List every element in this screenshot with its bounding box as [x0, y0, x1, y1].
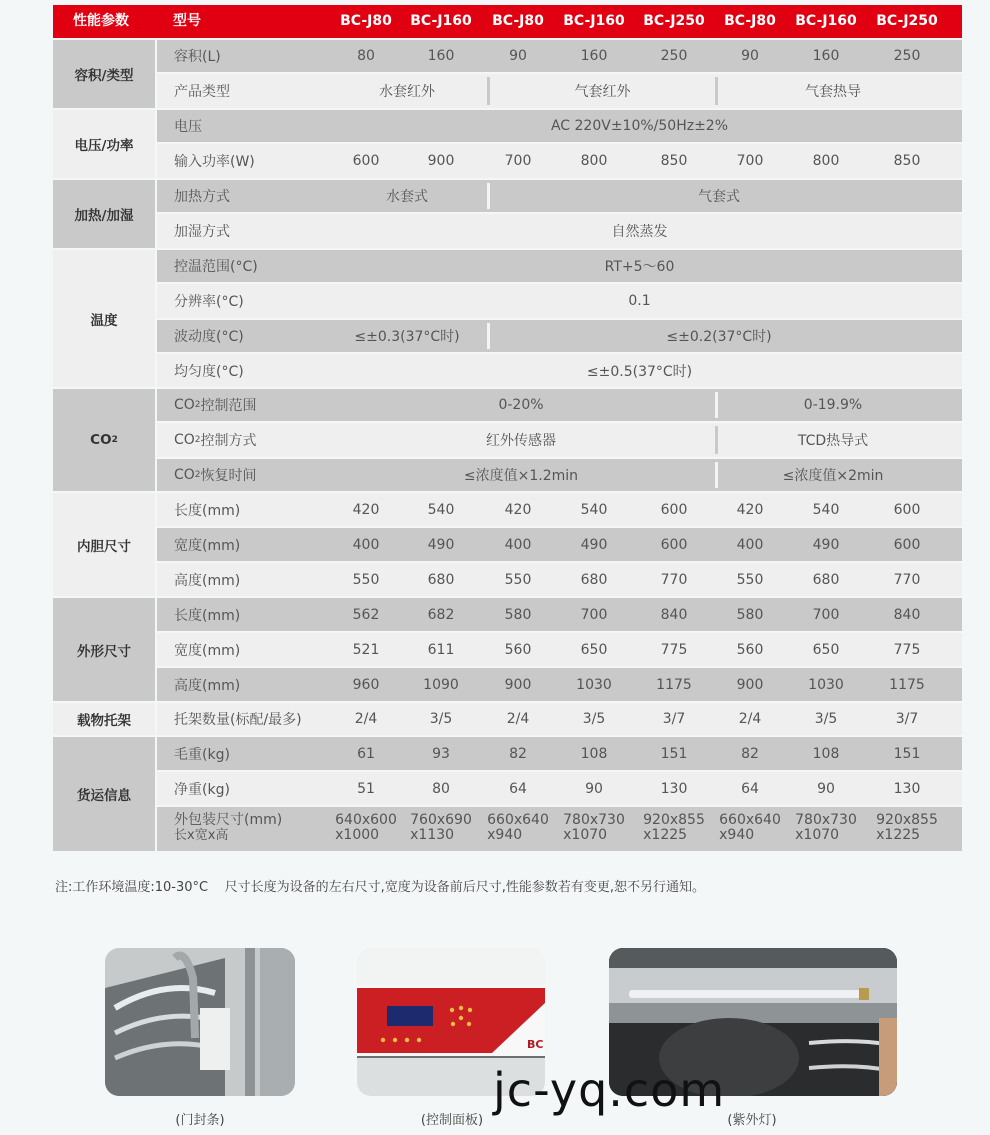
- cell: 650: [580, 641, 608, 658]
- cell: 650: [812, 641, 840, 658]
- label-line: 外包装尺寸(mm): [174, 812, 283, 828]
- row-volume: [157, 40, 962, 72]
- span-cell: AC 220V±10%/50Hz±2%: [550, 118, 729, 134]
- package-cell: [719, 813, 781, 843]
- cell: 550: [504, 571, 532, 588]
- spec-table: [53, 5, 962, 843]
- row-label: 控温范围(°C): [174, 259, 258, 275]
- package-line: 780x730: [563, 812, 625, 828]
- row-co2-recovery: [157, 459, 962, 491]
- cell: 611: [427, 641, 455, 658]
- header-param-label: 性能参数: [73, 13, 129, 29]
- span-cell: 0.1: [628, 293, 651, 309]
- cell: 770: [660, 571, 688, 588]
- label-text: 控制范围: [200, 398, 257, 414]
- package-cell: [563, 813, 625, 843]
- cell: 2/4: [354, 711, 378, 727]
- label-line: 长x宽x高: [174, 828, 229, 843]
- cell: 420: [736, 501, 764, 518]
- cell: 420: [504, 501, 532, 518]
- caption-control-panel: (控制面板): [420, 1113, 484, 1128]
- label-text: CO: [174, 397, 195, 413]
- cell: 1090: [423, 676, 459, 693]
- group-volume-type: 容积/类型: [53, 40, 155, 108]
- package-cell: [643, 813, 705, 843]
- cell: 90: [509, 48, 527, 64]
- span-cell: ≤浓度值×1.2min: [463, 468, 579, 484]
- cell: 64: [741, 780, 759, 797]
- cell: 130: [893, 780, 921, 797]
- cell: 680: [580, 571, 608, 588]
- package-line: 760x690: [410, 812, 472, 828]
- package-line: 920x855: [643, 812, 705, 828]
- package-cell: [335, 813, 397, 843]
- header-model: BC-J160: [410, 13, 472, 29]
- group-outer-size: 外形尺寸: [53, 598, 155, 701]
- row-label: [174, 813, 282, 843]
- row-label: 宽度(mm): [174, 642, 241, 659]
- cell: 600: [893, 536, 921, 553]
- package-cell: [795, 813, 857, 843]
- cell: 560: [504, 641, 532, 658]
- cell: 3/5: [429, 711, 453, 727]
- cell: 1175: [889, 676, 925, 693]
- cell: 151: [893, 745, 921, 762]
- header-model: BC-J80: [724, 13, 776, 29]
- span-cell: TCD热导式: [797, 433, 869, 449]
- package-cell: [876, 813, 938, 843]
- cell: 540: [812, 501, 840, 518]
- header-model: BC-J80: [492, 13, 544, 29]
- cell: 1175: [656, 676, 692, 693]
- row-outer-width: [157, 633, 962, 666]
- row-voltage: [157, 110, 962, 142]
- cell: 90: [817, 780, 835, 797]
- cell: 90: [585, 780, 603, 797]
- group-shelves: 载物托架: [53, 703, 155, 735]
- row-label: 均匀度(°C): [174, 363, 244, 380]
- cell: 3/7: [662, 711, 686, 727]
- cell: 550: [736, 571, 764, 588]
- cell: 490: [580, 536, 608, 553]
- row-outer-height: [157, 668, 962, 701]
- package-line: 780x730: [795, 812, 857, 828]
- header-model: BC-J160: [795, 13, 857, 29]
- cell: 108: [812, 745, 840, 762]
- package-line: x1130: [410, 827, 455, 843]
- package-line: 660x640: [487, 812, 549, 828]
- cell: 562: [352, 606, 380, 623]
- cell: 682: [427, 606, 455, 623]
- label-sub: 2: [194, 435, 201, 445]
- cell: 108: [580, 745, 608, 762]
- cell: 560: [736, 641, 764, 658]
- label-sub: 2: [194, 470, 201, 480]
- label-sub: 2: [194, 400, 201, 410]
- header-model: BC-J160: [563, 13, 625, 29]
- cell: 521: [352, 641, 380, 658]
- cell: 93: [432, 745, 450, 762]
- cell: 3/5: [582, 711, 606, 727]
- cell: 680: [427, 571, 455, 588]
- header-model: BC-J250: [643, 13, 705, 29]
- row-gross-weight: [157, 737, 962, 770]
- row-label: 长度(mm): [174, 607, 241, 624]
- cell: 160: [580, 48, 608, 64]
- package-line: x1225: [876, 827, 921, 843]
- cell: 2/4: [506, 711, 530, 727]
- cell: 82: [509, 745, 527, 762]
- span-cell: ≤±0.5(37°C时): [586, 363, 693, 380]
- cell: 800: [580, 153, 608, 169]
- span-cell: 水套式: [386, 189, 428, 205]
- row-label: 毛重(kg): [174, 746, 230, 763]
- cell: 160: [427, 48, 455, 64]
- row-label: [174, 389, 257, 421]
- row-heating: [157, 180, 962, 212]
- group-co2-text: CO: [90, 432, 112, 448]
- cell: 82: [741, 745, 759, 762]
- cell: 250: [893, 48, 921, 64]
- span-cell: 0-20%: [498, 397, 544, 413]
- cell: 1030: [576, 676, 612, 693]
- package-line: 660x640: [719, 812, 781, 828]
- cell: 3/5: [814, 711, 838, 727]
- row-package-size: [157, 807, 962, 851]
- cell: 130: [660, 780, 688, 797]
- row-label: 波动度(°C): [174, 329, 244, 345]
- row-temp-range: [157, 250, 962, 282]
- row-label: 托架数量(标配/最多): [174, 712, 302, 728]
- cell: 700: [580, 606, 608, 623]
- cell: 840: [893, 606, 921, 623]
- cell: 800: [812, 153, 840, 169]
- row-net-weight: [157, 772, 962, 805]
- group-co2-sub: 2: [111, 435, 118, 445]
- package-line: x1225: [643, 827, 688, 843]
- package-cell: [487, 813, 549, 843]
- cell: 51: [357, 780, 375, 797]
- span-cell: ≤±0.3(37°C时): [354, 329, 460, 345]
- photo-door-seal: [105, 948, 295, 1096]
- row-shelf-count: [157, 703, 962, 735]
- cell: 490: [812, 536, 840, 553]
- cell: 580: [736, 606, 764, 623]
- row-inner-width: [157, 528, 962, 561]
- cell: 600: [893, 501, 921, 518]
- package-line: x1000: [335, 827, 380, 843]
- package-line: x940: [487, 827, 523, 843]
- table-header: [53, 5, 962, 38]
- row-product-type: [157, 74, 962, 108]
- cell: 840: [660, 606, 688, 623]
- span-cell: 0-19.9%: [803, 397, 863, 413]
- cell: 80: [432, 780, 450, 797]
- cell: 900: [427, 153, 455, 169]
- package-line: x1070: [795, 827, 840, 843]
- cell: 900: [504, 676, 532, 693]
- package-line: x1070: [563, 827, 608, 843]
- header-model: BC-J250: [876, 13, 938, 29]
- row-label: 净重(kg): [174, 781, 230, 798]
- cell: 700: [504, 153, 532, 169]
- package-cell: [410, 813, 472, 843]
- row-fluctuation: [157, 320, 962, 352]
- cell: 700: [736, 153, 764, 169]
- cell: 80: [357, 48, 375, 64]
- row-label: 高度(mm): [174, 572, 241, 589]
- header-model: BC-J80: [340, 13, 392, 29]
- row-label: [174, 423, 257, 457]
- cell: 151: [660, 745, 688, 762]
- cell: 680: [812, 571, 840, 588]
- cell: 420: [352, 501, 380, 518]
- package-line: x940: [719, 827, 755, 843]
- cell: 900: [736, 676, 764, 693]
- span-cell: 自然蒸发: [611, 224, 668, 240]
- cell: 64: [509, 780, 527, 797]
- row-label: 分辨率(°C): [174, 294, 244, 310]
- span-cell: ≤±0.2(37°C时): [666, 329, 772, 345]
- label-text: CO: [174, 432, 195, 448]
- label-text: 控制方式: [200, 433, 257, 449]
- row-label: 高度(mm): [174, 677, 241, 694]
- cell: 400: [504, 536, 532, 553]
- cell: 775: [893, 641, 921, 658]
- cell: 580: [504, 606, 532, 623]
- cell: 61: [357, 745, 375, 762]
- group-voltage-power: 电压/功率: [53, 110, 155, 178]
- cell: 770: [893, 571, 921, 588]
- span-cell: 水套红外: [379, 84, 435, 100]
- cell: 700: [812, 606, 840, 623]
- cell: 2/4: [738, 711, 762, 727]
- svg-text:BC: BC: [527, 1038, 544, 1051]
- row-co2-method: [157, 423, 962, 457]
- row-uniformity: [157, 354, 962, 387]
- cell: 400: [736, 536, 764, 553]
- row-outer-length: [157, 598, 962, 631]
- row-label: 产品类型: [174, 84, 230, 100]
- door-seal-image: [105, 948, 295, 1096]
- cell: 160: [812, 48, 840, 64]
- cell: 600: [660, 536, 688, 553]
- cell: 550: [352, 571, 380, 588]
- row-humidify: [157, 214, 962, 248]
- span-cell: ≤浓度值×2min: [782, 468, 884, 484]
- span-cell: 气套红外: [574, 84, 631, 100]
- group-shipping: 货运信息: [53, 737, 155, 851]
- group-heat-humid: 加热/加湿: [53, 180, 155, 248]
- group-temperature: 温度: [53, 250, 155, 387]
- package-line: 640x600: [335, 812, 397, 828]
- row-label: [174, 459, 257, 491]
- span-cell: 气套式: [698, 189, 740, 205]
- package-line: 920x855: [876, 812, 938, 828]
- cell: 540: [580, 501, 608, 518]
- row-label: 电压: [174, 119, 202, 135]
- row-label: 输入功率(W): [174, 154, 255, 170]
- cell: 540: [427, 501, 455, 518]
- cell: 3/7: [895, 711, 919, 727]
- span-cell: 气套热导: [805, 84, 861, 100]
- watermark-text: jc-yq.com: [493, 1063, 726, 1117]
- group-co2: [53, 389, 155, 491]
- span-cell: RT+5～60: [604, 259, 675, 275]
- cell: 960: [352, 676, 380, 693]
- cell: 600: [352, 153, 380, 169]
- row-power: [157, 144, 962, 178]
- caption-uv-lamp: (紫外灯): [727, 1113, 777, 1128]
- cell: 400: [352, 536, 380, 553]
- row-inner-length: [157, 493, 962, 526]
- row-label: 长度(mm): [174, 502, 241, 519]
- header-model-label: 型号: [173, 13, 201, 29]
- caption-door-seal: (门封条): [175, 1113, 225, 1128]
- row-label: 加热方式: [174, 189, 230, 205]
- row-label: 容积(L): [174, 49, 221, 65]
- cell: 775: [660, 641, 688, 658]
- footnote: 注:工作环境温度:10-30°C 尺寸长度为设备的左右尺寸,宽度为设备前后尺寸,性能参数若有变更,恕不另行通知。: [55, 880, 706, 895]
- row-label: 宽度(mm): [174, 537, 241, 554]
- row-resolution: [157, 284, 962, 318]
- cell: 850: [660, 153, 688, 169]
- cell: 600: [660, 501, 688, 518]
- cell: 90: [741, 48, 759, 64]
- cell: 490: [427, 536, 455, 553]
- span-cell: 红外传感器: [486, 433, 556, 449]
- cell: 250: [660, 48, 688, 64]
- cell: 850: [893, 153, 921, 169]
- row-co2-range: [157, 389, 962, 421]
- group-inner-size: 内胆尺寸: [53, 493, 155, 596]
- label-text: CO: [174, 467, 195, 483]
- row-label: 加湿方式: [174, 224, 230, 240]
- cell: 1030: [808, 676, 844, 693]
- row-inner-height: [157, 563, 962, 596]
- label-text: 恢复时间: [200, 468, 257, 484]
